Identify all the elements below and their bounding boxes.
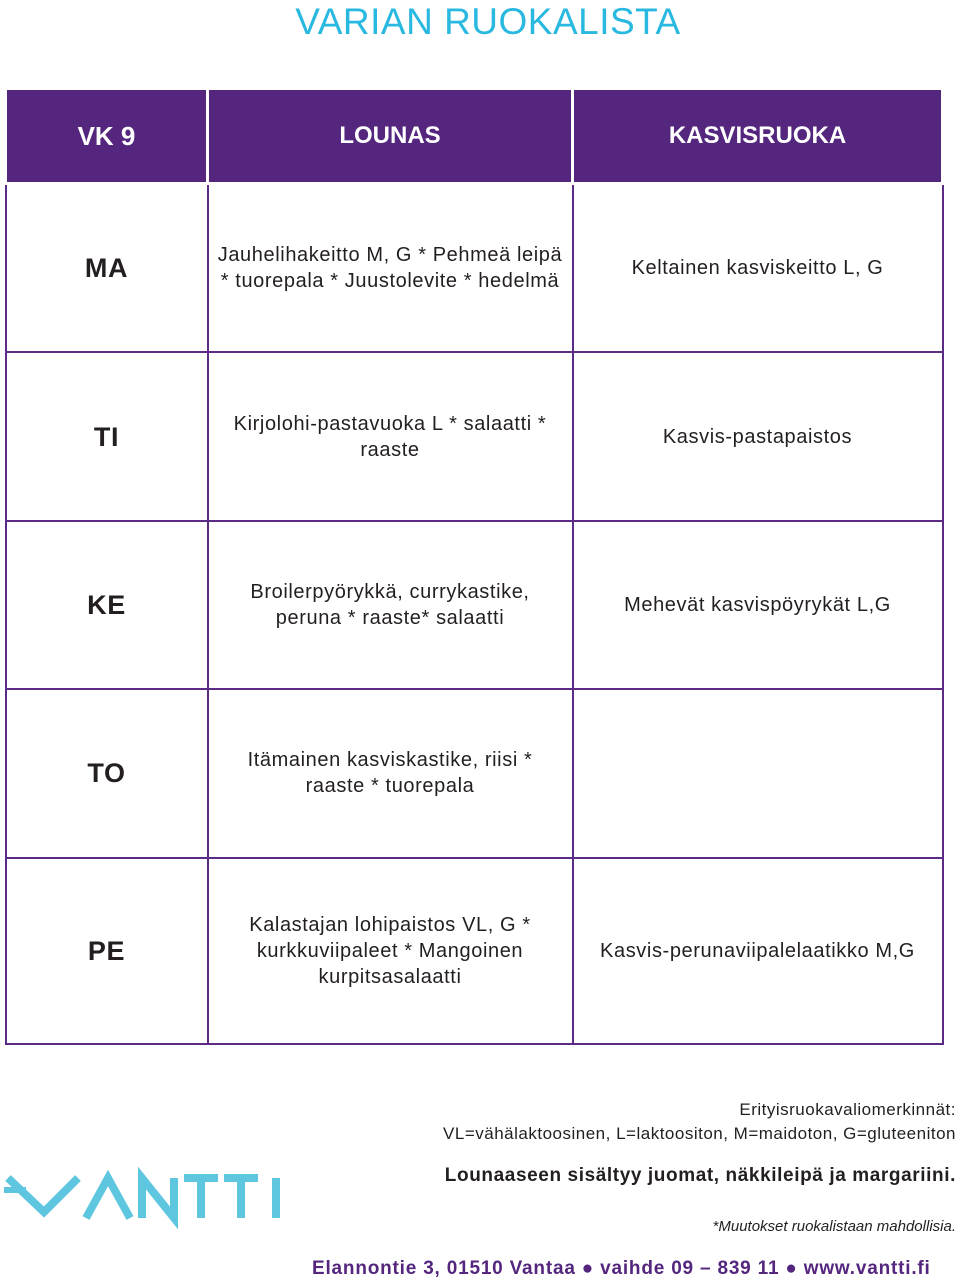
vantti-logo xyxy=(4,1160,290,1235)
vegetarian-cell: Keltainen kasviskeitto L, G xyxy=(573,184,943,353)
header-lunch: LOUNAS xyxy=(208,89,573,184)
menu-table xyxy=(4,87,944,1045)
lunch-cell: Kirjolohi-pastavuoka L * salaatti * raaste xyxy=(208,352,573,520)
diet-legend-title: Erityisruokavaliomerkinnät: xyxy=(739,1100,956,1119)
table-row xyxy=(6,352,943,520)
header-week: VK 9 xyxy=(6,89,208,184)
day-cell: KE xyxy=(6,521,208,689)
day-cell: TI xyxy=(6,352,208,520)
lunch-cell: Broilerpyörykkä, currykastike, peruna * raaste* salaatti xyxy=(208,521,573,689)
includes-note: Lounaaseen sisältyy juomat, näkkileipä ja margariini. xyxy=(444,1165,956,1186)
table-header-row xyxy=(6,89,943,184)
vegetarian-cell: Mehevät kasvispöyrykät L,G xyxy=(573,521,943,689)
day-cell: PE xyxy=(6,858,208,1044)
day-cell: MA xyxy=(6,184,208,353)
table-row xyxy=(6,521,943,689)
lunch-cell: Kalastajan lohipaistos VL, G * kurkkuviipaleet * Mangoinen kurpitsasalaatti xyxy=(208,858,573,1044)
table-row xyxy=(6,858,943,1044)
table-row xyxy=(6,184,943,353)
vegetarian-cell: Kasvis-pastapaistos xyxy=(573,352,943,520)
footer-contact: Elannontie 3, 01510 Vantaa ● vaihde 09 – 839 11 ● www.vantti.fi xyxy=(312,1258,931,1279)
diet-legend-items: VL=vähälaktoosinen, L=laktoositon, M=maidoton, G=gluteeniton xyxy=(443,1124,956,1143)
day-cell: TO xyxy=(6,689,208,857)
lunch-cell: Jauhelihakeitto M, G * Pehmeä leipä * tuorepala * Juustolevite * hedelmä xyxy=(208,184,573,353)
vegetarian-cell: Kasvis-perunaviipalelaatikko M,G xyxy=(573,858,943,1044)
lunch-cell: Itämainen kasviskastike, riisi * raaste * tuorepala xyxy=(208,689,573,857)
vegetarian-cell xyxy=(573,689,943,857)
vantti-logo-graphic xyxy=(4,1160,290,1230)
header-vegetarian: KASVISRUOKA xyxy=(573,89,943,184)
page-title: VARIAN RUOKALISTA xyxy=(295,1,681,42)
table-row xyxy=(6,689,943,857)
changes-notice: *Muutokset ruokalistaan mahdollisia. xyxy=(712,1218,956,1235)
